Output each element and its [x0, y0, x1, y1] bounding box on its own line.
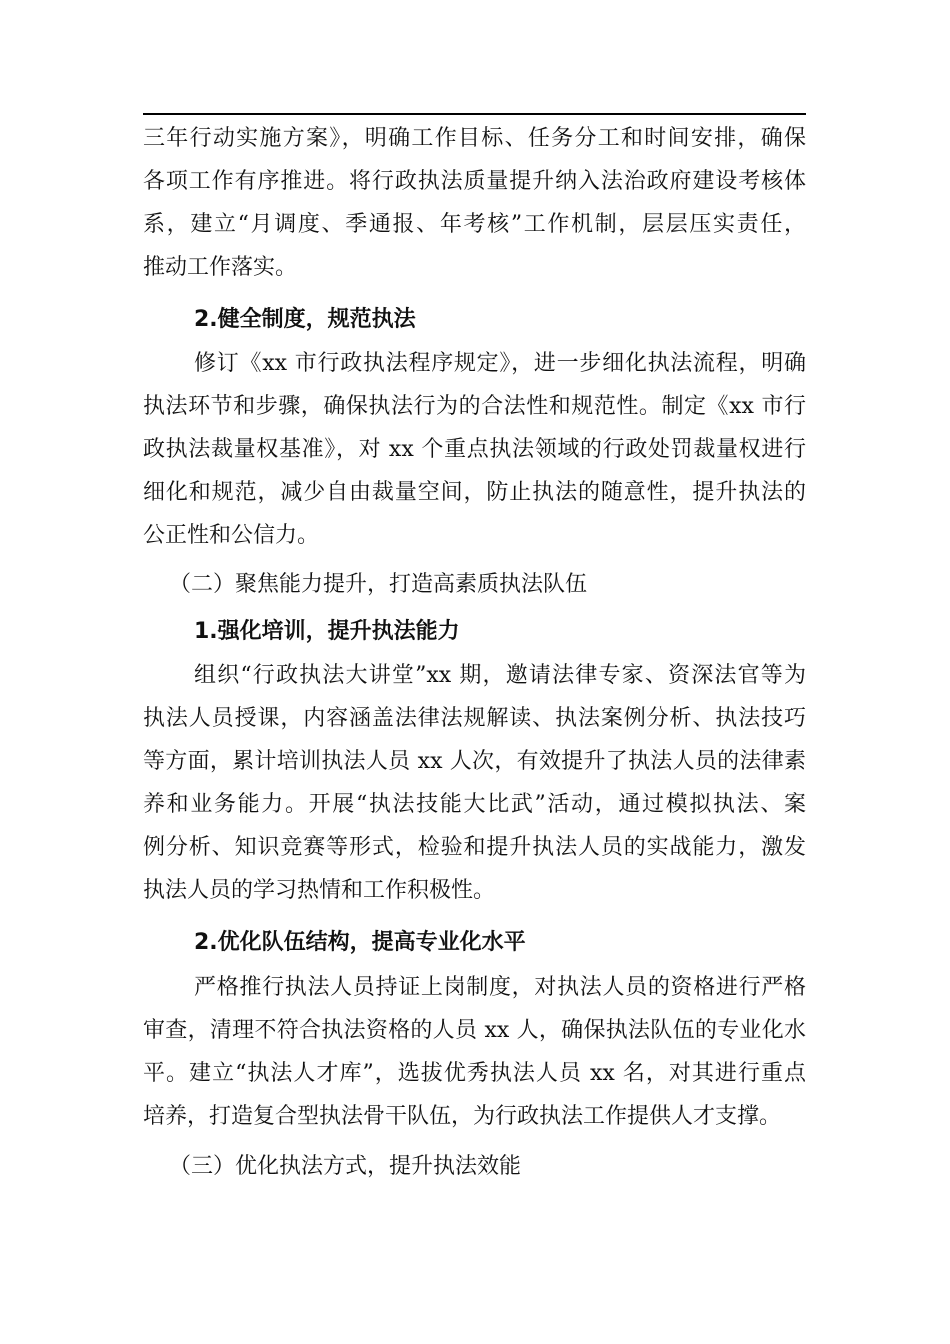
subheading: 1.强化培训，提升执法能力 [194, 619, 460, 644]
subheading: 2.优化队伍结构，提高专业化水平 [194, 930, 526, 955]
section-heading: （二）聚焦能力提升，打造高素质执法队伍 [169, 572, 588, 597]
paragraph-line: 平。建立“执法人才库”，选拔优秀执法人员 xx 名，对其进行重点 [143, 1061, 806, 1086]
paragraph-line: 推动工作落实。 [143, 255, 298, 280]
paragraph-line: 养和业务能力。开展“执法技能大比武”活动，通过模拟执法、案 [143, 792, 806, 817]
paragraph-line: 执法人员的学习热情和工作积极性。 [143, 878, 496, 903]
paragraph-line: 执法人员授课，内容涵盖法律法规解读、执法案例分析、执法技巧 [143, 706, 806, 731]
paragraph-line: 修订《xx 市行政执法程序规定》，进一步细化执法流程，明确 [194, 351, 806, 376]
header-rule [143, 113, 806, 115]
paragraph-line: 系，建立“月调度、季通报、年考核”工作机制，层层压实责任， [143, 212, 806, 237]
section-heading: （三）优化执法方式，提升执法效能 [169, 1154, 522, 1179]
paragraph-line: 例分析、知识竞赛等形式，检验和提升执法人员的实战能力，激发 [143, 835, 806, 860]
paragraph-line: 三年行动实施方案》，明确工作目标、任务分工和时间安排，确保 [143, 126, 806, 151]
paragraph-line: 各项工作有序推进。将行政执法质量提升纳入法治政府建设考核体 [143, 169, 806, 194]
paragraph-line: 执法环节和步骤，确保执法行为的合法性和规范性。制定《xx 市行 [143, 394, 806, 419]
paragraph-line: 严格推行执法人员持证上岗制度，对执法人员的资格进行严格 [194, 975, 806, 1000]
paragraph-line: 组织“行政执法大讲堂”xx 期，邀请法律专家、资深法官等为 [194, 663, 806, 688]
paragraph-line: 培养，打造复合型执法骨干队伍，为行政执法工作提供人才支撑。 [143, 1104, 782, 1129]
paragraph-line: 审查，清理不符合执法资格的人员 xx 人，确保执法队伍的专业化水 [143, 1018, 806, 1043]
paragraph-line: 政执法裁量权基准》，对 xx 个重点执法领域的行政处罚裁量权进行 [143, 437, 806, 462]
paragraph-line: 细化和规范，减少自由裁量空间，防止执法的随意性，提升执法的 [143, 480, 806, 505]
subheading: 2.健全制度，规范执法 [194, 307, 416, 332]
paragraph-line: 公正性和公信力。 [143, 523, 320, 548]
paragraph-line: 等方面，累计培训执法人员 xx 人次，有效提升了执法人员的法律素 [143, 749, 806, 774]
